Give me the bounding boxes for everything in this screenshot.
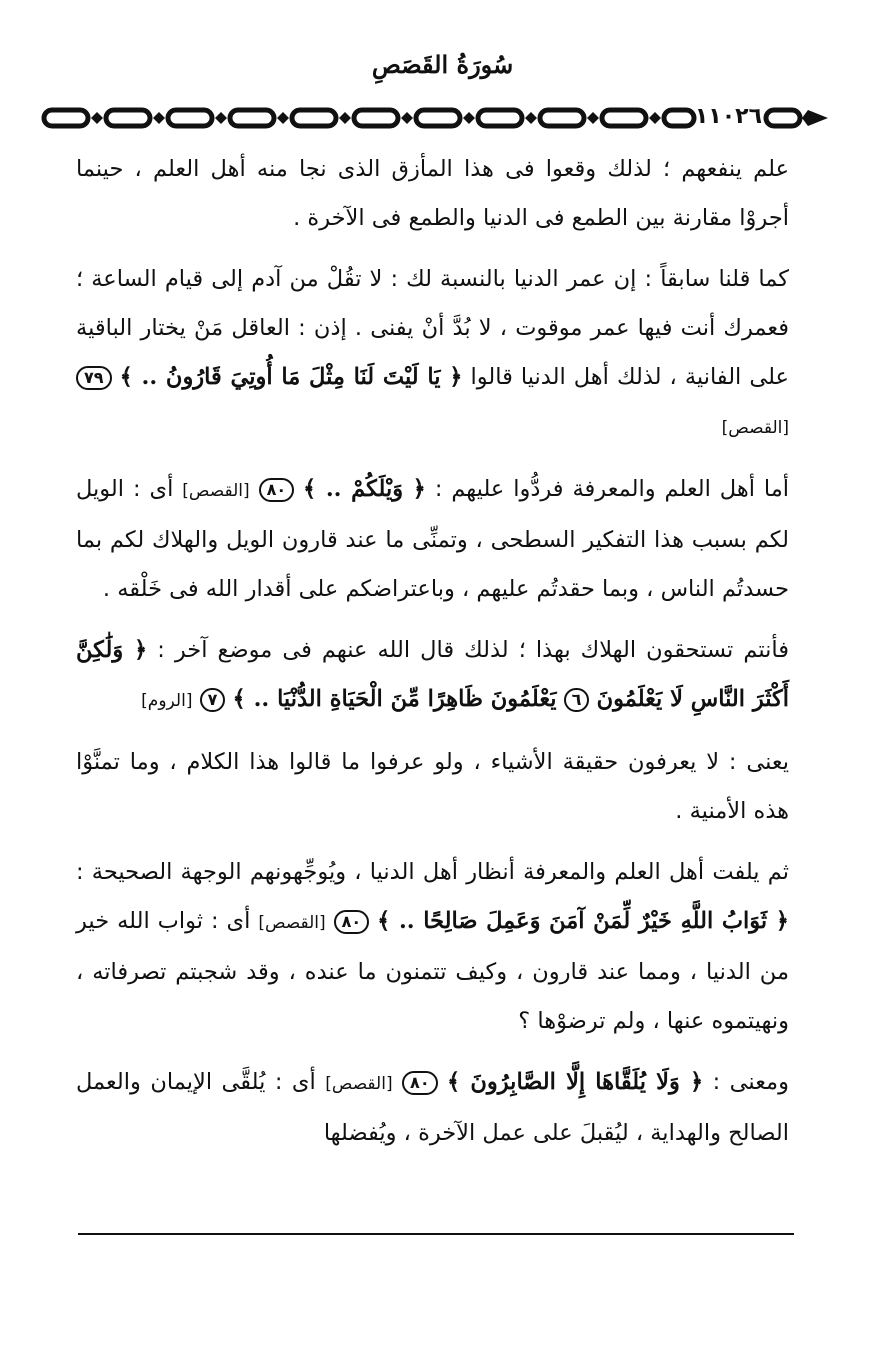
ayah-number: ٨٠ [402,1071,438,1095]
paragraph-4 [76,626,789,726]
ayah-number: ٦ [564,688,590,712]
quran-quote: ﴿ وَلَا يُلَقَّاهَا إِلَّا الصَّابِرُونَ ﴾ [447,1069,704,1095]
paragraph-3 [76,465,789,614]
quran-quote: ﴿ يَا لَيْتَ لَنَا مِثْلَ مَا أُوتِيَ قَارُونُ .. ﴾ [119,364,463,390]
surah-reference: [القصص] [325,1074,393,1094]
surah-reference: [القصص] [258,913,326,933]
ayah-number: ٨٠ [259,478,295,502]
ayah-number: ٧٩ [76,366,112,390]
paragraph-1: علم ينفعهم ؛ لذلك وقعوا فى هذا المأزق الذى نجا منه أهل العلم ، حينما أجروْا مقارنة بين الطمع فى الدنيا والطمع فى الآخرة . [76,156,789,231]
surah-title: سُورَةُ القَصَصِ [371,50,514,79]
paragraph-3-text: أما أهل العلم والمعرفة فردُّوا عليهم : [434,476,790,502]
surah-reference: [الروم] [141,691,193,711]
paragraph-3-rest: أى : الويل لكم بسبب هذا التفكير السطحى ، وتمنِّى ما عند قارون الويل والهلاك لكم بما حسدتُم الناس ، وبما حقدتُم عليهم ، وباعتراضكم على أقدار الله فى خَلْقه . [76,476,789,602]
quran-quote: يَعْلَمُونَ ظَاهِرًا مِّنَ الْحَيَاةِ الدُّنْيَا .. ﴾ [232,686,557,712]
paragraph-7-text: ومعنى : [712,1069,789,1095]
quran-quote: ﴿ وَيْلَكُمْ .. ﴾ [303,476,426,502]
paragraph-6-rest: أى : ثواب الله خير من الدنيا ، ومما عند قارون ، وكيف تتمنون ما عنده ، وقد شجبتم تصرفاته ، ونهيتموه عنها ، ولم ترضوْها ؟ [76,908,789,1034]
ayah-number: ٨٠ [334,910,370,934]
surah-reference: [القصص] [721,418,789,438]
paragraph-4-text: فأنتم تستحقون الهلاك بهذا ؛ لذلك قال الله عنهم فى موضع آخر : [157,637,790,663]
page-number: ١١٠٢٦ [698,101,762,133]
paragraph-6-text: ثم يلفت أهل العلم والمعرفة أنظار أهل الدنيا ، ويُوجِّهونهم الوجهة الصحيحة : [76,859,789,885]
paragraph-6 [76,848,789,1046]
surah-reference: [القصص] [182,481,250,501]
quran-quote: ﴿ وَلَٰكِنَّ أَكْثَرَ النَّاسِ لَا يَعْلَمُونَ [76,637,789,712]
paragraph-7-rest: أى : يُلقَّى الإيمان والعمل الصالح والهداية ، ليُقبلَ على عمل الآخرة ، ويُفضلها [76,1069,789,1146]
body-text [76,145,789,1170]
quran-quote: ﴿ ثَوَابُ اللَّهِ خَيْرٌ لِّمَنْ آمَنَ وَعَمِلَ صَالِحًا .. ﴾ [377,908,789,934]
paragraph-2 [76,255,789,453]
paragraph-5: يعنى : لا يعرفون حقيقة الأشياء ، ولو عرفوا ما قالوا هذا الكلام ، وما تمنَّوْا هذه الأمنية . [76,749,789,824]
ayah-number: ٧ [200,688,226,712]
footer-rule [78,1233,794,1235]
paragraph-7 [76,1058,789,1158]
paragraph-2-text: كما قلنا سابقاً : إن عمر الدنيا بالنسبة لك : لا تقُلْ من آدم إلى قيام الساعة ؛ فعمرك أنت فيها عمر موقوت ، لا بُدَّ أنْ يفنى . إذن : العاقل مَنْ يختار الباقية على الفانية ، لذلك أهل الدنيا قالوا [76,266,789,390]
